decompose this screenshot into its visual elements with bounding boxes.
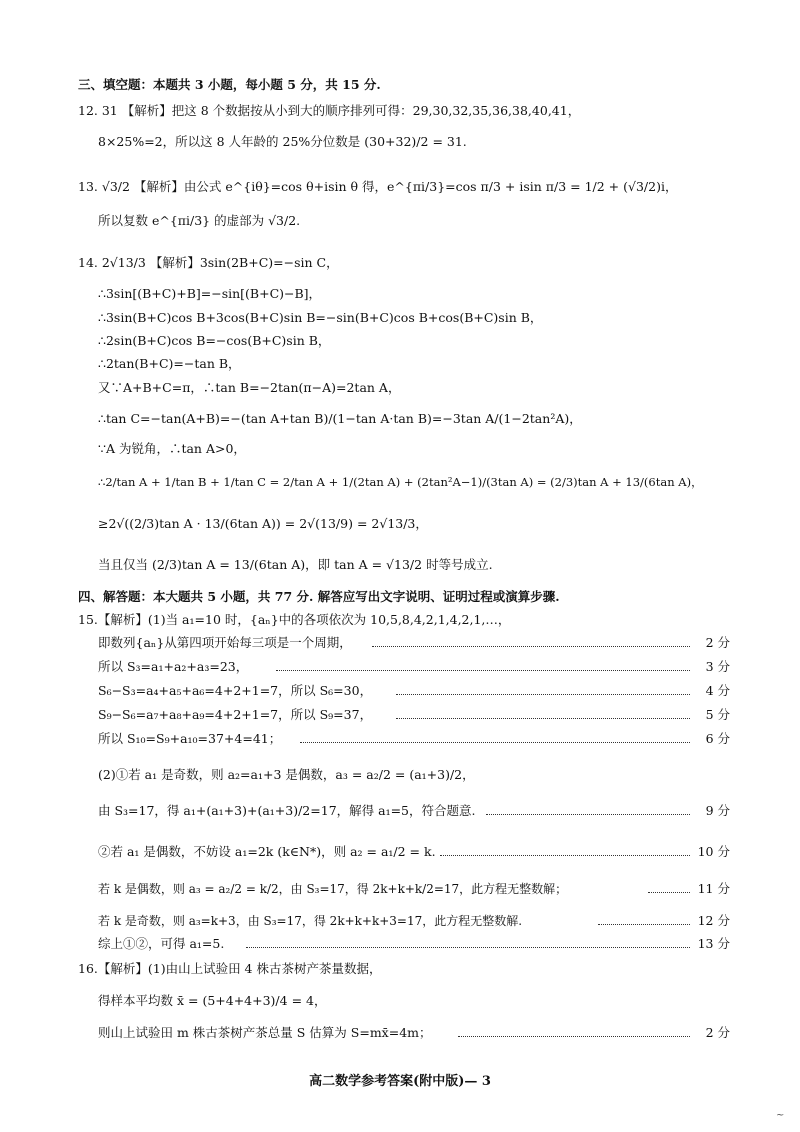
- q15-line-6: 所以 S₁₀=S₉+a₁₀=37+4=41；: [98, 731, 282, 746]
- q14-line-4: ∴2sin(B+C)cos B=−cos(B+C)sin B，: [98, 333, 331, 348]
- q15-line-9: ②若 a₁ 是偶数，不妨设 a₁=2k (k∈N*)，则 a₂ = a₁/2 = k.: [98, 844, 436, 859]
- q16-line-1: 16.【解析】(1)由山上试验田 4 株古茶树产茶量数据，: [78, 961, 382, 976]
- q13-line-2: 所以复数 e^{πi/3} 的虚部为 √3/2.: [98, 213, 301, 228]
- q15-line-3: 所以 S₃=a₁+a₂+a₃=23，: [98, 659, 249, 674]
- leader-dots: [486, 814, 690, 815]
- score-label: 5 分: [705, 707, 730, 722]
- leader-dots: [300, 742, 690, 743]
- leader-dots: [458, 1036, 690, 1037]
- score-label: 2 分: [705, 1025, 730, 1040]
- q15-line-4: S₆−S₃=a₄+a₅+a₆=4+2+1=7，所以 S₆=30，: [98, 683, 373, 698]
- q14-line-6: 又∵A+B+C=π，∴tan B=−2tan(π−A)=2tan A，: [98, 380, 401, 395]
- score-label: 9 分: [705, 803, 730, 818]
- leader-dots: [396, 718, 690, 719]
- leader-dots: [372, 646, 690, 647]
- score-label: 13 分: [697, 936, 730, 951]
- leader-dots: [276, 670, 690, 671]
- q15-line-2: 即数列{aₙ}从第四项开始每三项是一个周期，: [98, 635, 352, 650]
- q15-line-7: (2)①若 a₁ 是奇数，则 a₂=a₁+3 是偶数，a₃ = a₂/2 = (a₁+3)/2，: [98, 767, 475, 782]
- q14-line-5: ∴2tan(B+C)=−tan B，: [98, 356, 241, 371]
- leader-dots: [440, 855, 690, 856]
- section-3-header: 三、填空题：本题共 3 小题，每小题 5 分，共 15 分.: [78, 77, 381, 92]
- q14-line-2: ∴3sin[(B+C)+B]=−sin[(B+C)−B]，: [98, 286, 322, 301]
- q15-line-5: S₉−S₆=a₇+a₈+a₉=4+2+1=7，所以 S₉=37，: [98, 707, 373, 722]
- score-label: 4 分: [705, 683, 730, 698]
- score-label: 12 分: [697, 913, 730, 928]
- leader-dots: [246, 947, 690, 948]
- q16-line-3: 则山上试验田 m 株古茶树产茶总量 S 估算为 S=mx̄=4m；: [98, 1025, 432, 1040]
- leader-dots: [396, 694, 690, 695]
- q15-line-10: 若 k 是偶数，则 a₃ = a₂/2 = k/2，由 S₃=17，得 2k+k+k/2=17，此方程无整数解；: [98, 882, 568, 896]
- leader-dots: [648, 892, 690, 893]
- q12-line-1: 12. 31 【解析】把这 8 个数据按从小到大的顺序排列可得：29,30,32,35,36,38,40,41，: [78, 103, 581, 118]
- page-footer: 高二数学参考答案(附中版)— 3: [309, 1074, 491, 1089]
- q14-line-3: ∴3sin(B+C)cos B+3cos(B+C)sin B=−sin(B+C)cos B+cos(B+C)sin B，: [98, 310, 543, 325]
- section-4-header: 四、解答题：本大题共 5 小题，共 77 分. 解答应写出文字说明、证明过程或演算步骤.: [78, 589, 560, 604]
- q15-line-11: 若 k 是奇数，则 a₃=k+3，由 S₃=17，得 2k+k+k+3=17，此方程无整数解.: [98, 914, 523, 928]
- leader-dots: [598, 924, 690, 925]
- q16-line-2: 得样本平均数 x̄ = (5+4+4+3)/4 = 4，: [98, 993, 327, 1008]
- score-label: 11 分: [697, 881, 730, 896]
- q12-line-2: 8×25%=2，所以这 8 人年龄的 25%分位数是 (30+32)/2 = 31.: [98, 134, 467, 149]
- score-label: 6 分: [705, 731, 730, 746]
- q14-line-8: ∵A 为锐角，∴tan A>0，: [98, 441, 246, 456]
- q15-line-8: 由 S₃=17，得 a₁+(a₁+3)+(a₁+3)/2=17，解得 a₁=5，符合题意.: [98, 803, 476, 818]
- q14-line-1: 14. 2√13/3 【解析】3sin(2B+C)=−sin C，: [78, 255, 339, 270]
- score-label: 10 分: [697, 844, 730, 859]
- q14-line-7: ∴tan C=−tan(A+B)=−(tan A+tan B)/(1−tan A·tan B)=−3tan A/(1−2tan²A)，: [98, 411, 582, 426]
- q14-line-11: 当且仅当 (2/3)tan A = 13/(6tan A)，即 tan A = √13/2 时等号成立.: [98, 557, 493, 572]
- score-label: 3 分: [705, 659, 730, 674]
- corner-mark: ~: [776, 1110, 785, 1121]
- q14-line-10: ≥2√((2/3)tan A · 13/(6tan A)) = 2√(13/9) = 2√13/3，: [98, 516, 428, 531]
- score-label: 2 分: [705, 635, 730, 650]
- q15-line-1: 15.【解析】(1)当 a₁=10 时，{aₙ}中的各项依次为 10,5,8,4,2,1,4,2,1,…，: [78, 612, 511, 627]
- q14-line-9: ∴2/tan A + 1/tan B + 1/tan C = 2/tan A + 1/(2tan A) + (2tan²A−1)/(3tan A) = (2/3)tan A + 13/(6tan A)，: [98, 475, 703, 489]
- q15-line-12: 综上①②，可得 a₁=5.: [98, 936, 225, 951]
- q13-line-1: 13. √3/2 【解析】由公式 e^{iθ}=cos θ+isin θ 得，e^{πi/3}=cos π/3 + isin π/3 = 1/2 + (√3/2)i，: [78, 179, 678, 194]
